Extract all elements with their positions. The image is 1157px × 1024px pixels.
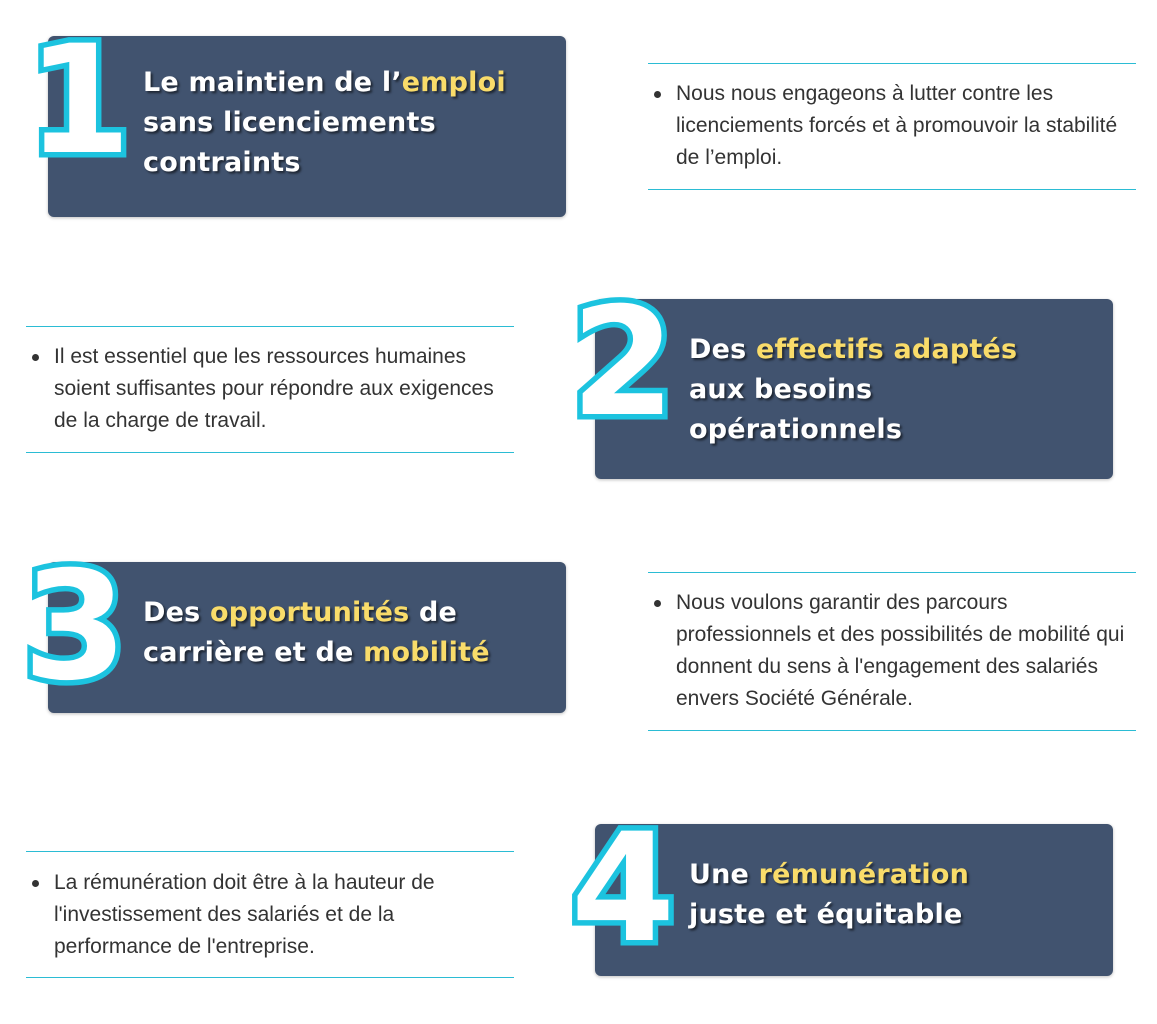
number-4-badge	[568, 802, 678, 976]
item-3-description	[648, 572, 1136, 731]
item-2-title-highlight: effectifs adaptés	[756, 334, 1018, 365]
item-4-description	[26, 851, 514, 978]
number-1-text: 1	[26, 14, 132, 188]
item-3-description-item	[676, 587, 1136, 715]
item-2-title-text: opérationnels	[689, 414, 903, 445]
number-3-text: 3	[22, 540, 128, 714]
item-1-description	[648, 63, 1136, 190]
bullet-icon	[32, 880, 39, 887]
item-2-title-text: aux besoins	[689, 374, 873, 405]
bullet-icon	[654, 91, 661, 98]
item-4-description-list	[26, 867, 514, 963]
item-2-title-text: Des	[689, 334, 756, 365]
number-2-text: 2	[570, 276, 676, 450]
item-1-title-text: contraints	[143, 147, 301, 178]
item-3-title-text: carrière et de	[143, 637, 364, 668]
item-3-description-list	[648, 587, 1136, 715]
item-1-description-text: Nous nous engageons à lutter contre les licenciements forcés et à promouvoir la stabilité de l’emploi.	[676, 82, 1118, 169]
item-4-description-item	[54, 867, 514, 963]
item-3-title-highlight: mobilité	[363, 637, 490, 668]
bullet-icon	[654, 600, 661, 607]
item-1-description-list	[648, 78, 1136, 174]
item-1-description-item	[676, 78, 1136, 174]
item-3-title-text: de	[409, 597, 458, 628]
item-4-title-text: Une	[689, 859, 759, 890]
item-3-title	[143, 593, 490, 673]
item-2-description-text: Il est essentiel que les ressources humaines soient suffisantes pour répondre aux exigences de la charge de travail.	[54, 345, 494, 432]
number-1-badge	[24, 14, 134, 188]
item-1-title-text: sans licenciements	[143, 107, 436, 138]
number-2-badge	[568, 276, 678, 450]
item-4-title	[689, 855, 969, 935]
item-2-description-list	[26, 341, 514, 437]
item-3-title-highlight: opportunités	[210, 597, 410, 628]
number-4-text: 4	[570, 802, 676, 976]
item-3-description-text: Nous voulons garantir des parcours professionnels et des possibilités de mobilité qui donnent du sens à l'engagement des salariés envers Société Générale.	[676, 591, 1125, 710]
item-2-title	[689, 330, 1017, 450]
item-4-title-highlight: rémunération	[758, 859, 970, 890]
bullet-icon	[32, 354, 39, 361]
number-3-badge	[20, 540, 130, 714]
item-2-description-item	[54, 341, 514, 437]
item-1-title-text: Le maintien de l’	[143, 67, 402, 98]
item-4-title-text: juste et équitable	[689, 899, 963, 930]
item-3-title-text: Des	[143, 597, 210, 628]
item-2-description	[26, 326, 514, 453]
item-1-title	[143, 63, 506, 183]
item-1-title-highlight: emploi	[401, 67, 506, 98]
item-4-description-text: La rémunération doit être à la hauteur de l'investissement des salariés et de la performance de l'entreprise.	[54, 871, 435, 958]
